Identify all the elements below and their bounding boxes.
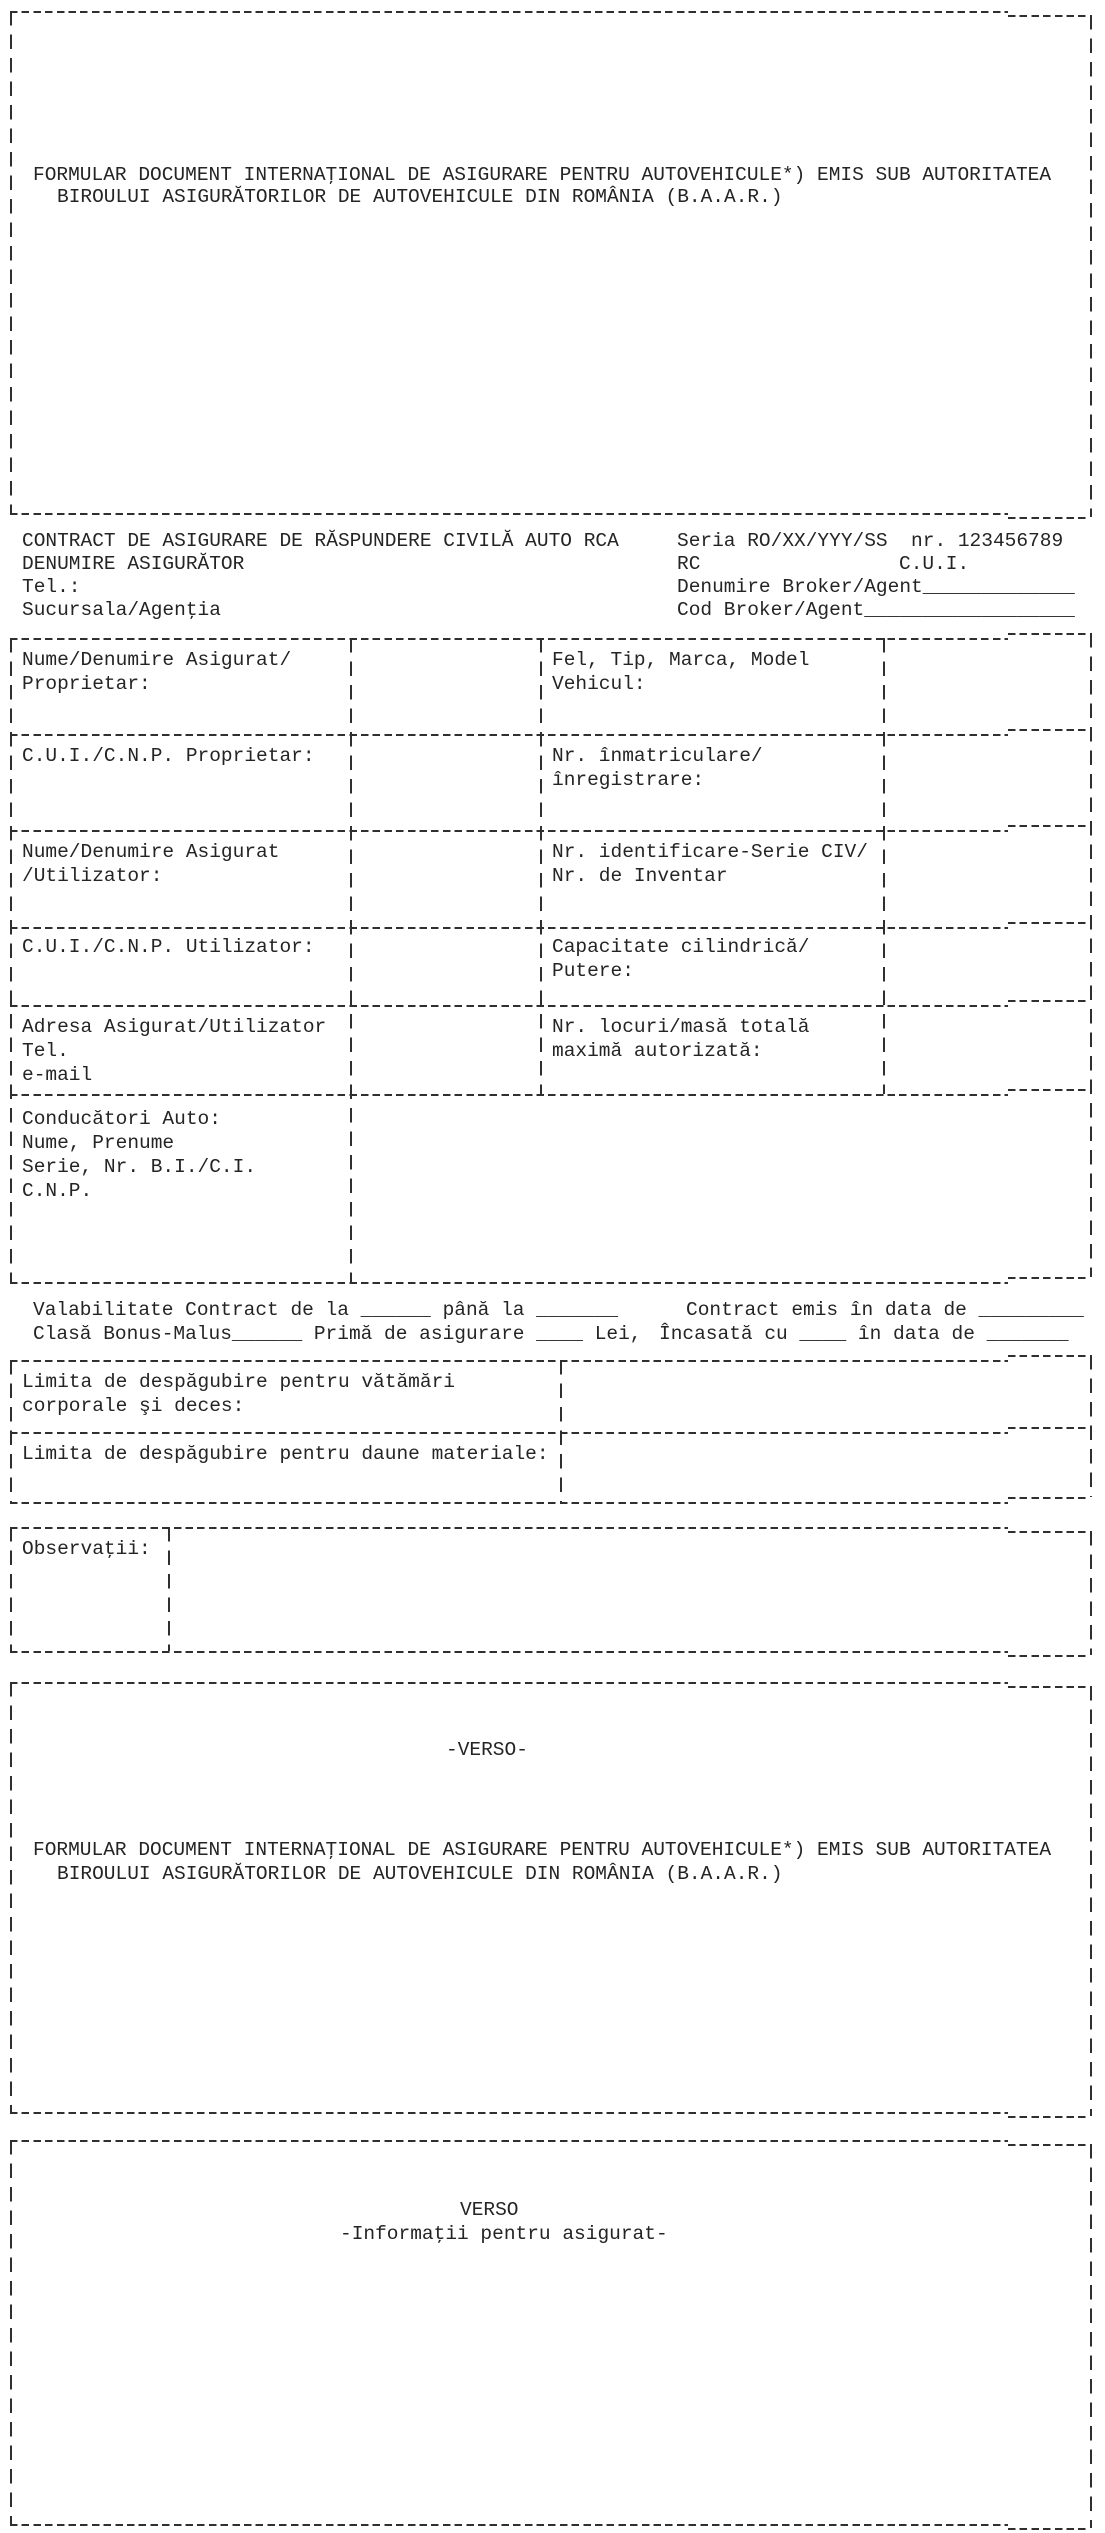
vehicle-type-label: Fel, Tip, Marca, Model bbox=[552, 649, 810, 671]
front-title-line2: BIROULUI ASIGURĂTORILOR DE AUTOVEHICULE DIN ROMÂNIA (B.A.A.R.) bbox=[57, 186, 783, 208]
contract-title: CONTRACT DE ASIGURARE DE RĂSPUNDERE CIVILĂ AUTO RCA bbox=[22, 530, 619, 552]
seats-max-mass-label: maximă autorizată: bbox=[552, 1040, 763, 1062]
insured-owner-name-label: Proprietar: bbox=[22, 673, 151, 695]
verso-info-title: VERSO bbox=[460, 2199, 519, 2221]
table-border-line bbox=[10, 1432, 1008, 1434]
material-damage-limit-label: Limita de despăgubire pentru daune materiale: bbox=[22, 1443, 549, 1465]
contract-issue-date-line: Contract emis în data de _________ bbox=[686, 1299, 1084, 1321]
insurer-name-label: DENUMIRE ASIGURĂTOR bbox=[22, 553, 245, 575]
box-border-line bbox=[168, 1527, 170, 1651]
box-border-line bbox=[1008, 2116, 1090, 2118]
box-border-line bbox=[10, 1527, 1008, 1529]
bonus-malus-premium-line: Clasă Bonus-Malus______ Primă de asigurare ____ Lei, bbox=[33, 1323, 642, 1345]
owner-cui-cnp-label: C.U.I./C.N.P. Proprietar: bbox=[22, 745, 315, 767]
seats-max-mass-label: Nr. locuri/masă totală bbox=[552, 1016, 810, 1038]
box-border-line bbox=[1008, 2144, 1090, 2146]
box-border-line bbox=[1008, 15, 1090, 17]
table-border-line bbox=[1008, 1000, 1090, 1002]
table-border-line bbox=[10, 1005, 1008, 1007]
insured-user-name-label: Nume/Denumire Asigurat bbox=[22, 841, 280, 863]
registration-number-label: Nr. înmatriculare/ bbox=[552, 745, 763, 767]
table-border-line bbox=[10, 927, 1008, 929]
table-border-line bbox=[1008, 1355, 1090, 1357]
vin-civ-series-label: Nr. identificare-Serie CIV/ bbox=[552, 841, 868, 863]
table-border-line bbox=[10, 1282, 1008, 1284]
box-border-line bbox=[10, 11, 12, 513]
rc-label: RC bbox=[677, 553, 701, 575]
insured-address-label: Adresa Asigurat/Utilizator bbox=[22, 1016, 327, 1038]
box-border-line bbox=[1090, 15, 1092, 517]
registration-number-label: înregistrare: bbox=[552, 769, 705, 791]
box-border-line bbox=[10, 11, 1008, 13]
observations-label: Observaţii: bbox=[22, 1538, 151, 1560]
box-border-line bbox=[1090, 2144, 1092, 2528]
box-border-line bbox=[10, 513, 1008, 515]
premium-collected-line: Încasată cu ____ în data de _______ bbox=[659, 1323, 1069, 1345]
box-border-line bbox=[10, 2112, 1008, 2114]
table-border-line bbox=[10, 638, 12, 1282]
bodily-injury-limit-label: corporale şi deces: bbox=[22, 1395, 245, 1417]
drivers-name-label: Nume, Prenume bbox=[22, 1132, 175, 1154]
broker-code-field: Cod Broker/Agent__________________ bbox=[677, 599, 1075, 621]
drivers-id-series-label: Serie, Nr. B.I./C.I. bbox=[22, 1156, 257, 1178]
table-border-line bbox=[1090, 1355, 1092, 1497]
box-border-line bbox=[10, 2524, 1008, 2526]
table-border-line bbox=[1008, 1497, 1090, 1499]
insured-user-name-label: /Utilizator: bbox=[22, 865, 163, 887]
table-border-line bbox=[10, 734, 1008, 736]
box-border-line bbox=[1008, 2528, 1090, 2530]
table-border-line bbox=[10, 830, 1008, 832]
insured-address-email-label: e-mail bbox=[22, 1064, 93, 1086]
table-border-line bbox=[540, 638, 542, 1094]
box-border-line bbox=[1008, 1531, 1090, 1533]
box-border-line bbox=[10, 1682, 1008, 1684]
table-border-line bbox=[560, 1360, 562, 1502]
box-border-line bbox=[10, 2140, 12, 2524]
user-cui-cnp-label: C.U.I./C.N.P. Utilizator: bbox=[22, 936, 315, 958]
box-border-line bbox=[1008, 1686, 1090, 1688]
verso-title-line2: BIROULUI ASIGURĂTORILOR DE AUTOVEHICULE DIN ROMÂNIA (B.A.A.R.) bbox=[57, 1863, 783, 1885]
table-border-line bbox=[1008, 825, 1090, 827]
table-border-line bbox=[10, 1094, 1008, 1096]
box-border-line bbox=[10, 1682, 12, 2112]
engine-capacity-label: Putere: bbox=[552, 960, 634, 982]
table-border-line bbox=[883, 638, 885, 1094]
engine-capacity-label: Capacitate cilindrică/ bbox=[552, 936, 810, 958]
box-border-line bbox=[10, 1651, 1008, 1653]
drivers-cnp-label: C.N.P. bbox=[22, 1180, 93, 1202]
cui-label: C.U.I. bbox=[899, 553, 970, 575]
table-border-line bbox=[10, 638, 1008, 640]
box-border-line bbox=[10, 2140, 1008, 2142]
table-border-line bbox=[1008, 1089, 1090, 1091]
box-border-line bbox=[1008, 517, 1090, 519]
table-border-line bbox=[1008, 1427, 1090, 1429]
box-border-line bbox=[1090, 1531, 1092, 1655]
front-title-line1: FORMULAR DOCUMENT INTERNAŢIONAL DE ASIGURARE PENTRU AUTOVEHICULE*) EMIS SUB AUTORITATEA bbox=[33, 164, 1052, 186]
table-border-line bbox=[10, 1502, 1008, 1504]
box-border-line bbox=[10, 1527, 12, 1651]
verso-title-line1: FORMULAR DOCUMENT INTERNAŢIONAL DE ASIGURARE PENTRU AUTOVEHICULE*) EMIS SUB AUTORITATEA bbox=[33, 1839, 1052, 1861]
table-border-line bbox=[1008, 1277, 1090, 1279]
bodily-injury-limit-label: Limita de despăgubire pentru vătămări bbox=[22, 1371, 455, 1393]
box-border-line bbox=[1008, 1655, 1090, 1657]
insured-address-tel-label: Tel. bbox=[22, 1040, 69, 1062]
validity-period-line: Valabilitate Contract de la ______ până la _______ bbox=[33, 1299, 619, 1321]
table-border-line bbox=[1008, 633, 1090, 635]
verso-info-subtitle: -Informaţii pentru asigurat- bbox=[340, 2223, 668, 2245]
vin-civ-series-label: Nr. de Inventar bbox=[552, 865, 728, 887]
branch-agency-label: Sucursala/Agenţia bbox=[22, 599, 221, 621]
table-border-line bbox=[10, 1360, 1008, 1362]
drivers-label: Conducători Auto: bbox=[22, 1108, 221, 1130]
table-border-line bbox=[1008, 922, 1090, 924]
table-border-line bbox=[1090, 633, 1092, 1277]
tel-label: Tel.: bbox=[22, 576, 81, 598]
box-border-line bbox=[1090, 1686, 1092, 2116]
table-border-line bbox=[10, 1360, 12, 1502]
table-border-line bbox=[350, 638, 352, 1282]
vehicle-type-label: Vehicul: bbox=[552, 673, 646, 695]
table-border-line bbox=[1008, 729, 1090, 731]
contract-series-number: Seria RO/XX/YYY/SS nr. 123456789 bbox=[677, 530, 1064, 552]
broker-name-field: Denumire Broker/Agent_____________ bbox=[677, 576, 1075, 598]
insured-owner-name-label: Nume/Denumire Asigurat/ bbox=[22, 649, 292, 671]
verso-marker: -VERSO- bbox=[446, 1739, 528, 1761]
